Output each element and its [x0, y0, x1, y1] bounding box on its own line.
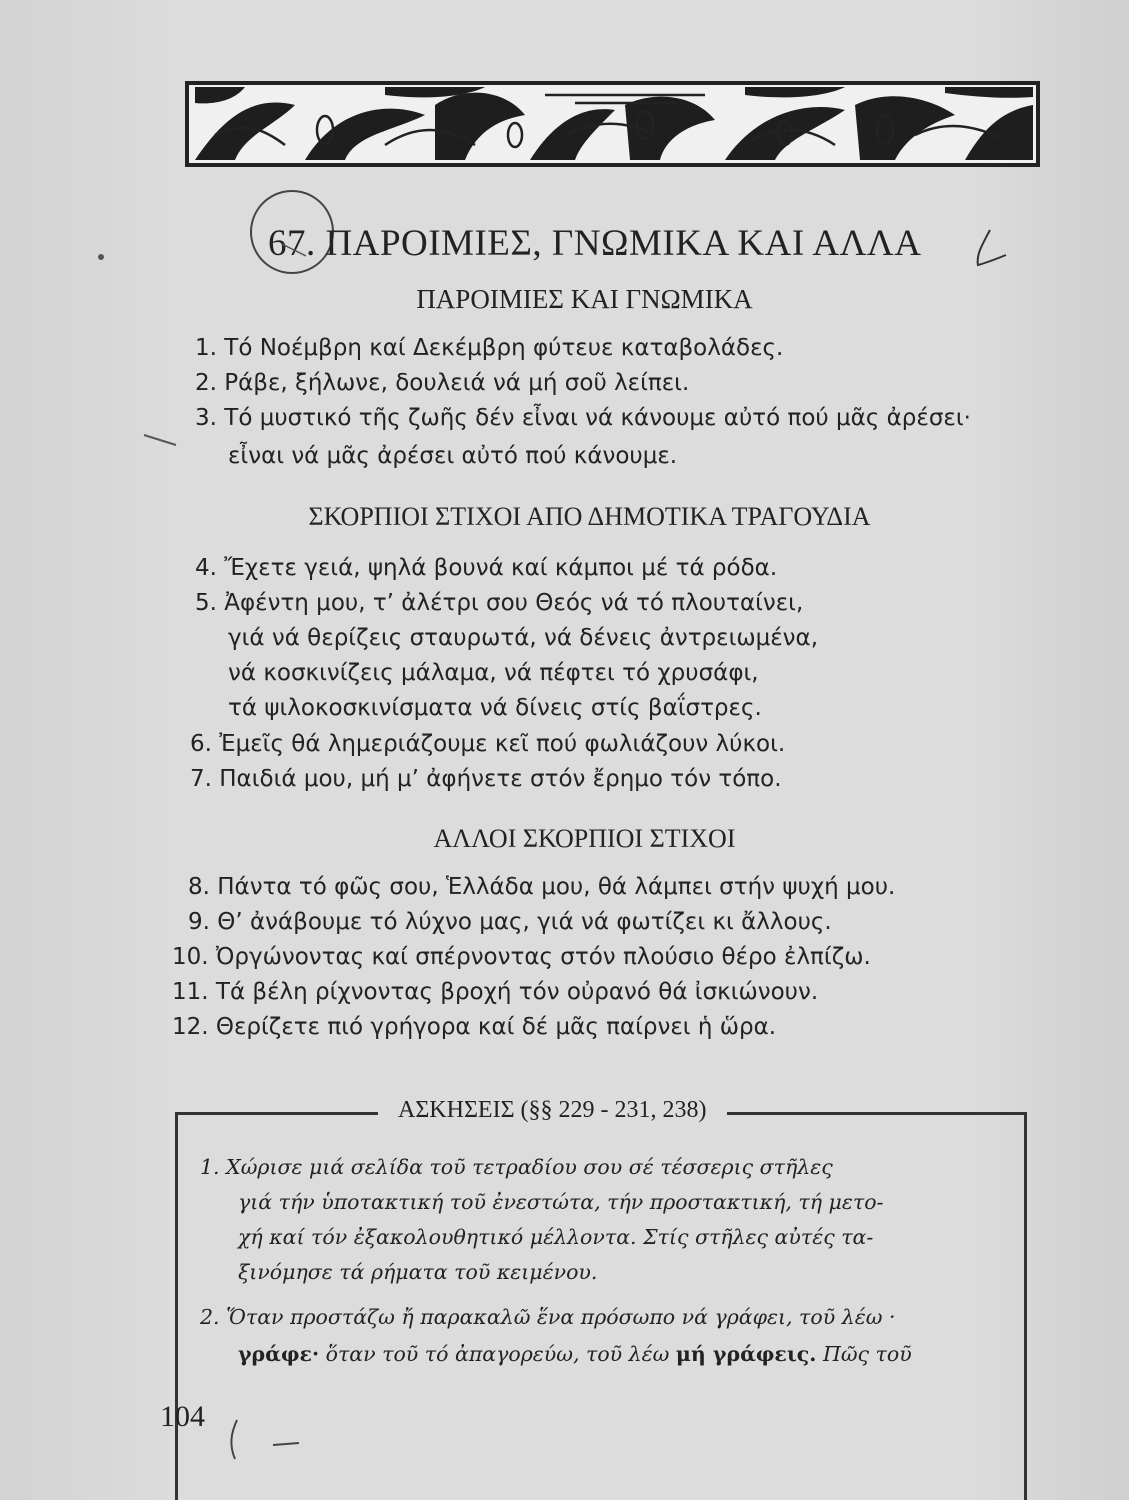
exercise-line: χή καί τόν ἐξακολουθητικό μέλλοντα. Στίς στῆλες αὐτές τα-: [238, 1225, 874, 1249]
text-line: 4. Ἔχετε γειά, ψηλά βουνά καί κάμποι μέ τά ρόδα.: [195, 555, 778, 581]
text-line: 1. Τό Νοέμβρη καί Δεκέμβρη φύτευε καταβολάδες.: [195, 335, 784, 361]
handwritten-dash-icon: [140, 425, 180, 455]
exercises-title: ΑΣΚΗΣΕΙΣ (§§ 229 - 231, 238): [378, 1097, 727, 1124]
exercise-line: γράφε· ὅταν τοῦ τό ἀπαγορεύω, τοῦ λέω μή γράφεις. Πῶς τοῦ: [238, 1342, 912, 1366]
text-line: 8. Πάντα τό φῶς σου, Ἑλλάδα μου, θά λάμπει στήν ψυχή μου.: [188, 874, 896, 900]
page-number: 104: [160, 1400, 205, 1433]
text-line: 3. Τό μυστικό τῆς ζωῆς δέν εἶναι νά κάνουμε αὐτό πού μᾶς ἀρέσει·: [195, 405, 971, 431]
text-line: 12. Θερίζετε πιό γρήγορα καί δέ μᾶς παίρνει ἡ ὥρα.: [172, 1014, 777, 1040]
exercise-line: 2. Ὅταν προστάζω ἤ παρακαλῶ ἕνα πρόσωπο νά γράφει, τοῦ λέω ·: [200, 1305, 896, 1329]
chapter-title: 67. ΠΑΡΟΙΜΙΕΣ, ΓΝΩΜΙΚΑ ΚΑΙ ΑΛΛΑ: [268, 223, 922, 264]
handwritten-mark-icon: [225, 1415, 305, 1465]
section-heading-scattered-verses: ΣΚΟΡΠΙΟΙ ΣΤΙΧΟΙ ΑΠΟ ΔΗΜΟΤΙΚΑ ΤΡΑΓΟΥΔΙΑ: [308, 502, 871, 531]
text-line: 7. Παιδιά μου, μή μ’ ἀφήνετε στόν ἔρημο τόν τόπο.: [190, 766, 782, 792]
text-line: τά ψιλοκοσκινίσματα νά δίνεις στίς βαΐστρες.: [228, 695, 762, 721]
text-line: εἶναι νά μᾶς ἀρέσει αὐτό πού κάνουμε.: [228, 443, 678, 469]
text-line: 6. Ἐμεῖς θά λημεριάζουμε κεῖ πού φωλιάζουν λύκοι.: [190, 731, 786, 757]
page-shadow-left: [0, 0, 180, 1500]
text-line: 11. Τά βέλη ρίχνοντας βροχή τόν οὐρανό θά ἰσκιώνουν.: [172, 979, 819, 1005]
section-heading-proverbs: ΠΑΡΟΙΜΙΕΣ ΚΑΙ ΓΝΩΜΙΚΑ: [416, 284, 753, 314]
exercise-line: γιά τήν ὑποτακτική τοῦ ἐνεστώτα, τήν προστακτική, τή μετο-: [238, 1190, 884, 1214]
handwritten-check-icon: [968, 225, 1008, 270]
text-line: 5. Ἀφέντη μου, τ’ ἀλέτρι σου Θεός νά τό πλουταίνει,: [195, 590, 804, 616]
decorative-header-ornament: [185, 75, 1040, 170]
exercise-line: ξινόμησε τά ρήματα τοῦ κειμένου.: [238, 1260, 598, 1284]
text-line: γιά νά θερίζεις σταυρωτά, νά δένεις ἀντρειωμένα,: [228, 625, 819, 651]
text-line: 10. Ὀργώνοντας καί σπέρνοντας στόν πλούσιο θέρο ἐλπίζω.: [172, 944, 871, 970]
text-line: 9. Θ’ ἀνάβουμε τό λύχνο μας, γιά νά φωτίζει κι ἄλλους.: [188, 909, 832, 935]
exercise-line: 1. Χώρισε μιά σελίδα τοῦ τετραδίου σου σέ τέσσερις στῆλες: [200, 1155, 833, 1179]
section-heading-other-verses: ΑΛΛΟΙ ΣΚΟΡΠΙΟΙ ΣΤΙΧΟΙ: [433, 824, 736, 853]
text-line: 2. Ράβε, ξήλωνε, δουλειά νά μή σοῦ λείπει.: [195, 370, 690, 396]
text-line: νά κοσκινίζεις μάλαμα, νά πέφτει τό χρυσάφι,: [228, 660, 759, 686]
handwritten-dash-icon: [280, 240, 310, 260]
ink-dot-icon: [95, 250, 107, 264]
